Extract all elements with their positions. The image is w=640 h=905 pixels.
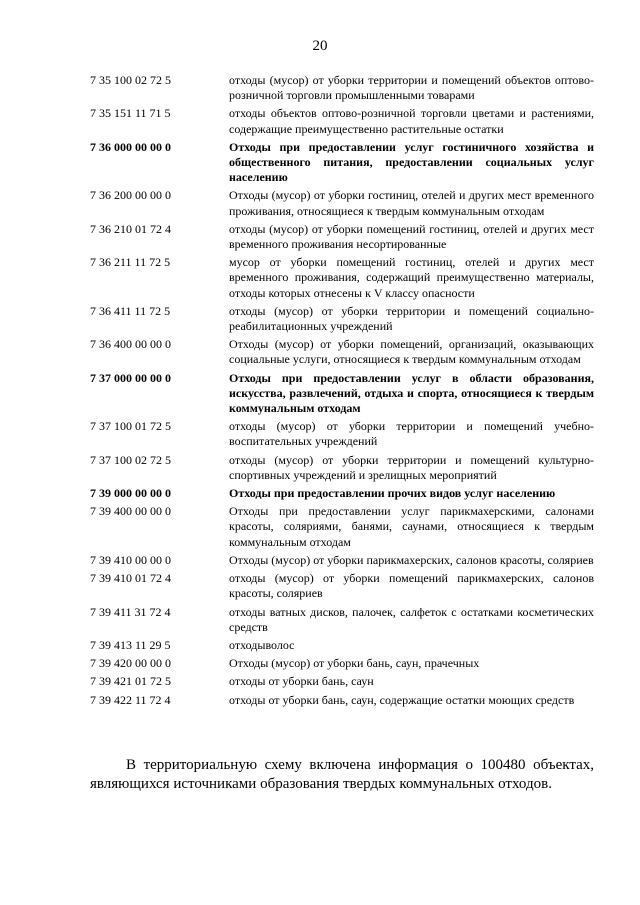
waste-code: 7 36 211 11 72 5: [90, 255, 171, 270]
waste-description: Отходы (мусор) от уборки помещений, организаций, оказывающих социальные услуги, относящиеся к твердым коммунальным отходам: [229, 337, 594, 367]
waste-code-row: [90, 656, 594, 671]
waste-code: 7 36 200 00 00 0: [90, 188, 171, 203]
waste-description: отходы от уборки бань, саун, содержащие остатки моющих средств: [229, 692, 575, 707]
waste-description: Отходы при предоставлении прочих видов услуг населению: [229, 486, 556, 501]
waste-code: 7 39 420 00 00 0: [90, 656, 171, 671]
waste-code: 7 39 421 01 72 5: [90, 674, 171, 689]
waste-code: 7 37 000 00 00 0: [90, 370, 171, 385]
waste-description: отходы объектов оптово-розничной торговли цветами и растениями, содержащие преимущественно растительные остатки: [229, 106, 594, 136]
category-row: [90, 371, 594, 417]
waste-code-row: [90, 222, 594, 252]
waste-description: отходыволос: [229, 637, 295, 652]
waste-code: 7 35 151 11 71 5: [90, 106, 171, 121]
waste-code-row: [90, 638, 594, 653]
waste-description: Отходы при предоставлении услуг гостиничного хозяйства и общественного питания, предоставлении социальных услуг населению: [229, 139, 594, 185]
waste-description: отходы (мусор) от уборки территории и помещений социально-реабилитационных учреждений: [229, 303, 594, 334]
waste-code: 7 39 410 00 00 0: [90, 552, 171, 567]
waste-code: 7 39 413 11 29 5: [90, 637, 171, 652]
waste-code-row: [90, 255, 594, 301]
waste-description: Отходы (мусор) от уборки парикмахерских, салонов красоты, соляриев: [229, 552, 594, 567]
waste-code-row: [90, 337, 594, 367]
waste-code-row: [90, 453, 594, 483]
waste-code: 7 36 411 11 72 5: [90, 303, 171, 318]
waste-description: Отходы (мусор) от уборки гостиниц, отелей и других мест временного проживания, относящиеся к твердым коммунальным отходам: [229, 188, 594, 218]
waste-code: 7 39 410 01 72 4: [90, 571, 171, 586]
waste-code: 7 39 000 00 00 0: [90, 486, 171, 501]
waste-description: отходы от уборки бань, саун: [229, 674, 374, 689]
waste-description: отходы (мусор) от уборки помещений гостиниц, отелей и других мест временного проживания несортированные: [229, 221, 594, 252]
waste-description: Отходы (мусор) от уборки бань, саун, прачечных: [229, 656, 480, 671]
waste-code-row: [90, 304, 594, 334]
waste-description: Отходы при предоставлении услуг в области образования, искусства, развлечений, отдыха и спорта, относящиеся к твердым коммунальным отходам: [229, 370, 594, 416]
waste-description: отходы (мусор) от уборки территории и помещений объектов оптово-розничной торговли промышленными товарами: [229, 73, 594, 103]
category-row: [90, 486, 594, 501]
waste-code: 7 37 100 01 72 5: [90, 419, 171, 434]
waste-description: Отходы при предоставлении услуг парикмахерскими, салонами красоты, соляриями, банями, саунами, относящиеся к твердым коммунальным отходам: [229, 504, 594, 549]
waste-description: отходы (мусор) от уборки территории и помещений учебно-воспитательных учреждений: [229, 419, 594, 449]
waste-code-row: [90, 693, 594, 708]
waste-code-row: [90, 188, 594, 218]
waste-code: 7 39 411 31 72 4: [90, 604, 171, 619]
waste-code: 7 36 400 00 00 0: [90, 337, 171, 352]
waste-code: 7 39 422 11 72 4: [90, 692, 171, 707]
waste-code: 7 37 100 02 72 5: [90, 452, 171, 467]
waste-description: отходы ватных дисков, палочек, салфеток с остатками косметических средств: [229, 604, 594, 634]
page-number: 20: [312, 38, 328, 54]
waste-code-row: [90, 571, 594, 601]
waste-description: отходы (мусор) от уборки помещений парикмахерских, салонов красоты, соляриев: [229, 571, 594, 601]
waste-code-row: [90, 504, 594, 550]
waste-code: 7 35 100 02 72 5: [90, 73, 171, 87]
waste-code-row: [90, 674, 594, 689]
waste-code: 7 36 210 01 72 4: [90, 221, 171, 236]
waste-code-table: [90, 73, 594, 711]
waste-code-row: [90, 106, 594, 136]
waste-code-row: [90, 419, 594, 449]
waste-code: 7 39 400 00 00 0: [90, 504, 171, 519]
waste-description: мусор от уборки помещений гостиниц, отелей и других мест временного проживания, содержащий преимущественно материалы, отходы которых отнесены к V классу опасности: [229, 255, 594, 300]
waste-code: 7 36 000 00 00 0: [90, 139, 171, 154]
waste-code-row: [90, 73, 594, 103]
category-row: [90, 140, 594, 186]
summary-paragraph: В территориальную схему включена информация о 100480 объектах, являющихся источниками образования твердых коммунальных отходов.: [90, 757, 594, 792]
waste-code-row: [90, 553, 594, 568]
waste-code-row: [90, 605, 594, 635]
waste-description: отходы (мусор) от уборки территории и помещений культурно-спортивных учреждений и зрелищных мероприятий: [229, 452, 594, 482]
